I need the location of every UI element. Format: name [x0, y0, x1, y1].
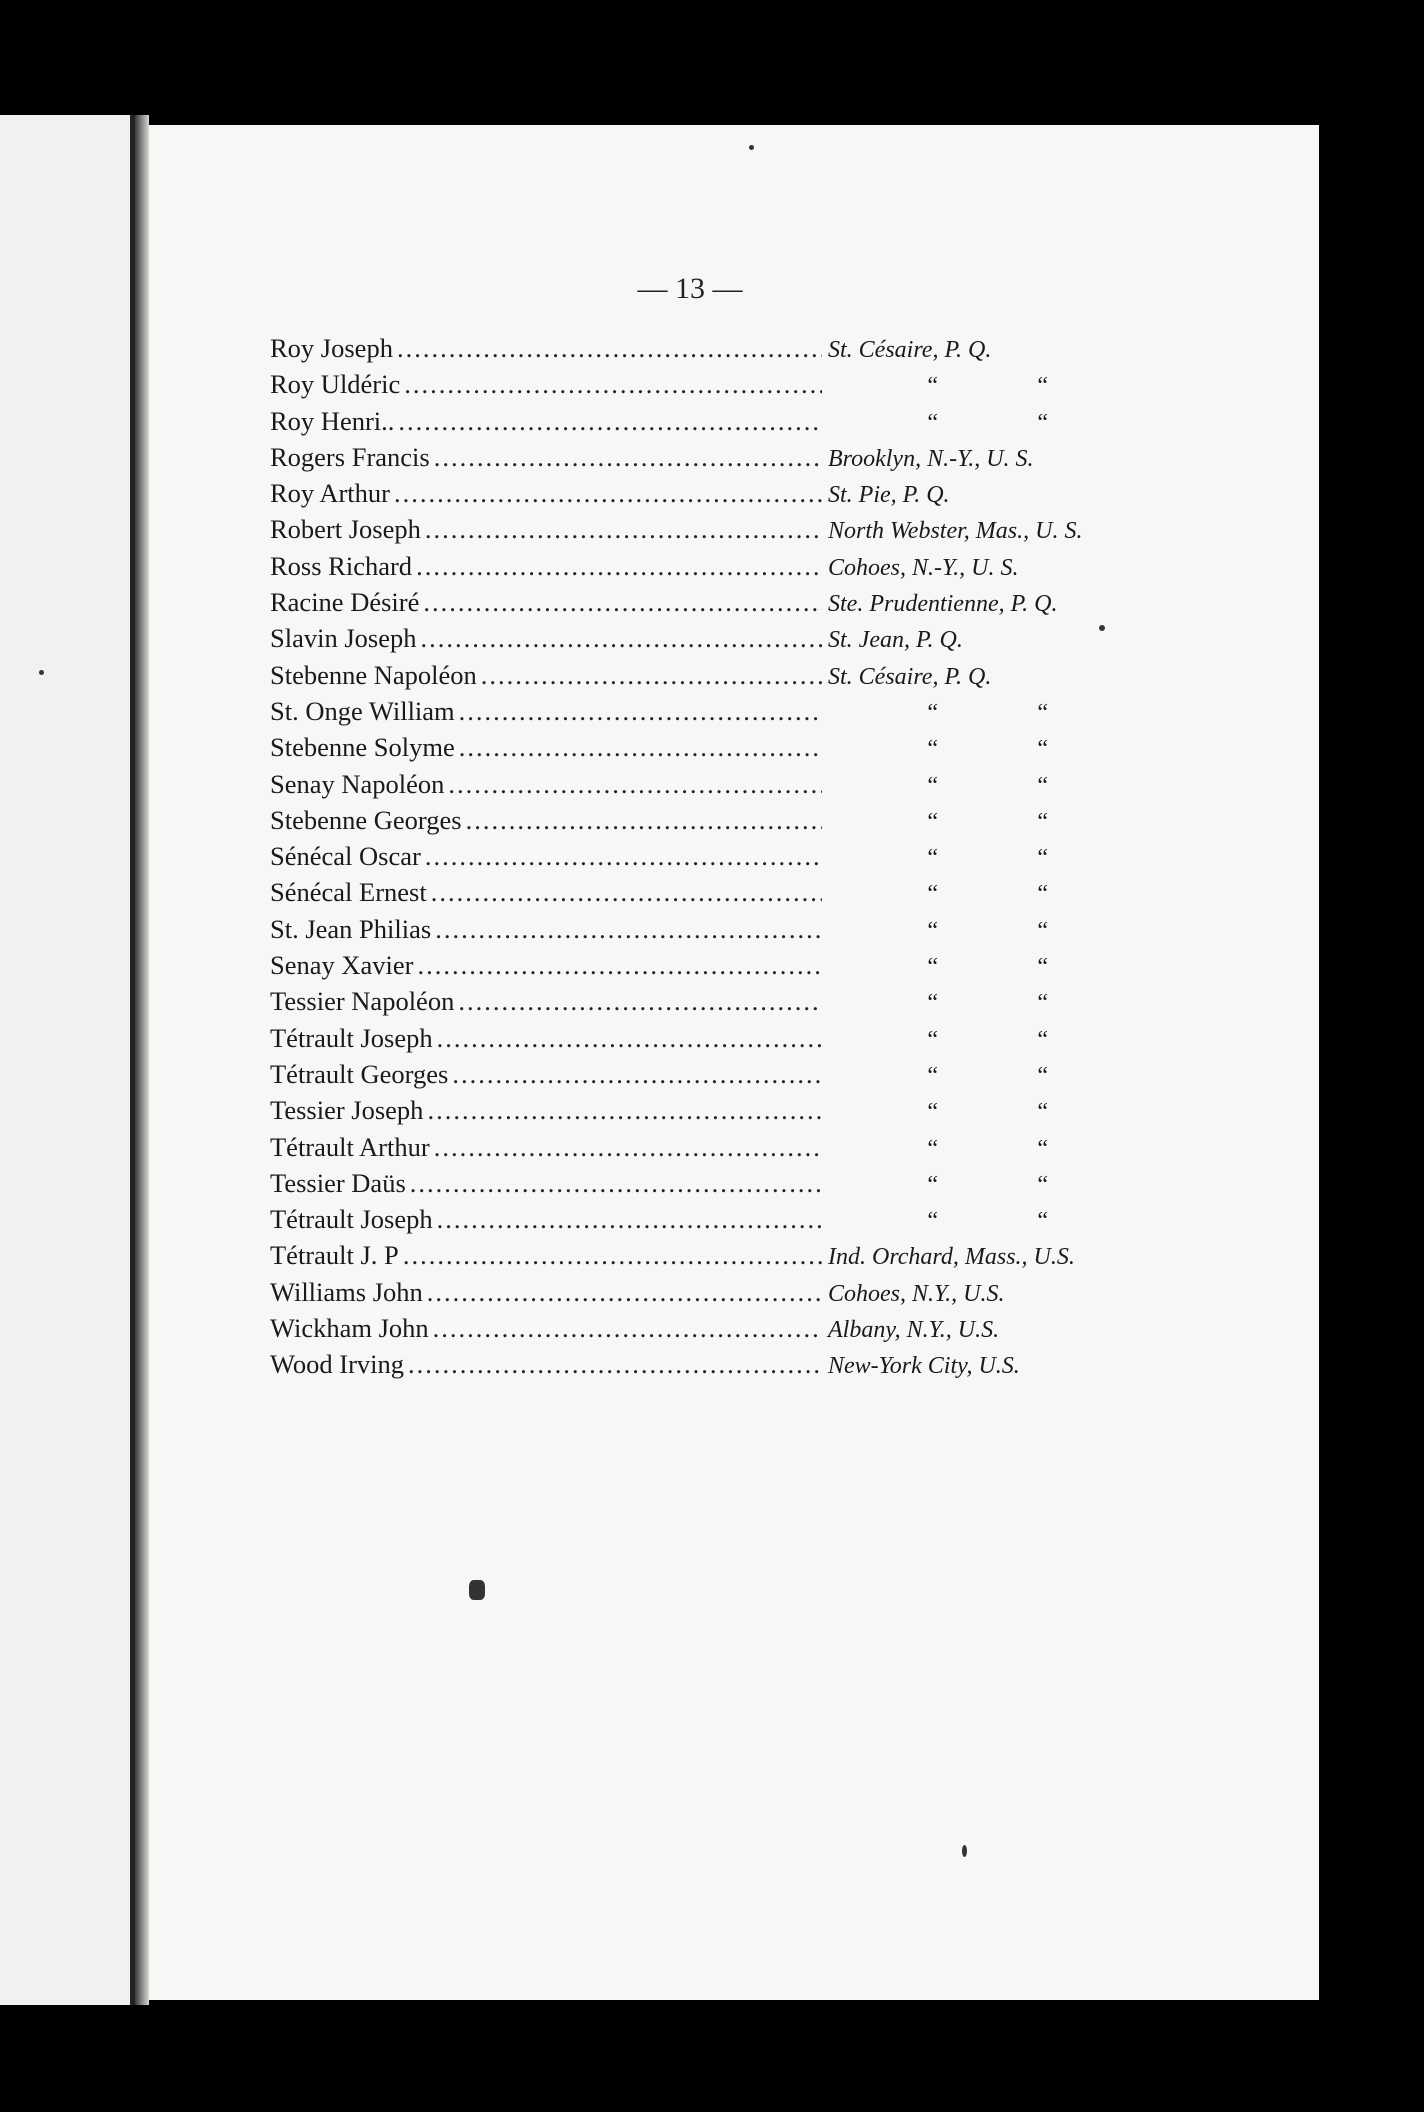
- dot-leader: [459, 732, 822, 763]
- entry-name: Senay Napoléon: [270, 768, 445, 799]
- entry-place: Cohoes, N.-Y., U. S.: [828, 554, 1019, 581]
- dot-leader: [394, 478, 822, 509]
- dot-leader: [437, 1204, 822, 1235]
- entry-name: Robert Joseph: [270, 514, 421, 545]
- entry-place: “ “: [927, 1026, 1048, 1053]
- book-spine: [135, 115, 149, 2005]
- entry-name: Sénécal Oscar: [270, 841, 421, 872]
- dot-leader: [418, 950, 823, 981]
- dot-leader: [431, 877, 822, 908]
- dot-leader: [425, 841, 822, 872]
- dot-leader: [427, 1095, 822, 1126]
- dot-leader: [459, 696, 822, 727]
- print-speck: [749, 145, 754, 150]
- list-item: [270, 442, 1150, 478]
- dot-leader: [437, 1023, 822, 1054]
- list-item: [270, 1132, 1150, 1168]
- list-item: [270, 950, 1150, 986]
- list-item: [270, 478, 1150, 514]
- list-item: [270, 1204, 1150, 1240]
- entry-name: Wickham John: [270, 1313, 429, 1344]
- list-item: [270, 732, 1150, 768]
- entry-name: Tétrault Arthur: [270, 1131, 430, 1162]
- entry-name: Tessier Napoléon: [270, 986, 455, 1017]
- entry-name: Roy Uldéric: [270, 369, 401, 400]
- list-item: [270, 769, 1150, 805]
- entry-place: “ “: [927, 808, 1048, 835]
- entry-name: Roy Henri..: [270, 405, 395, 436]
- list-item: [270, 1240, 1150, 1276]
- list-item: [270, 877, 1150, 913]
- entry-place: “ “: [927, 409, 1048, 436]
- dot-leader: [427, 1277, 822, 1308]
- entry-place: Ind. Orchard, Mass., U.S.: [828, 1244, 1075, 1271]
- entry-name: Senay Xavier: [270, 950, 414, 981]
- dot-leader: [404, 369, 822, 400]
- list-item: [270, 1095, 1150, 1131]
- entry-name: Ross Richard: [270, 550, 413, 581]
- dot-leader: [423, 587, 822, 618]
- entry-name: Stebenne Georges: [270, 804, 462, 835]
- entry-place: St. Jean, P. Q.: [828, 627, 963, 654]
- entry-name: St. Onge William: [270, 695, 455, 726]
- name-list: [270, 333, 1150, 1386]
- dot-leader: [452, 1059, 822, 1090]
- entry-name: Stebenne Solyme: [270, 732, 455, 763]
- list-item: [270, 1023, 1150, 1059]
- dot-leader: [466, 805, 822, 836]
- entry-place: “ “: [927, 736, 1048, 763]
- entry-place: “ “: [927, 1099, 1048, 1126]
- dot-leader: [397, 333, 822, 364]
- entry-place: “ “: [927, 1171, 1048, 1198]
- list-item: [270, 1277, 1150, 1313]
- list-item: [270, 1313, 1150, 1349]
- entry-place: Albany, N.Y., U.S.: [828, 1317, 1000, 1344]
- entry-place: “ “: [927, 1062, 1048, 1089]
- entry-place: North Webster, Mas., U. S.: [828, 518, 1083, 545]
- entry-name: St. Jean Philias: [270, 913, 432, 944]
- entry-place: Brooklyn, N.-Y., U. S.: [828, 445, 1034, 472]
- dot-leader: [403, 1240, 822, 1271]
- entry-place: “ “: [927, 881, 1048, 908]
- entry-name: Tétrault J. P: [270, 1240, 399, 1271]
- dot-leader: [425, 514, 822, 545]
- entry-place: St. Césaire, P. Q.: [828, 337, 992, 363]
- list-item: [270, 1349, 1150, 1385]
- entry-place: St. Pie, P. Q.: [828, 482, 950, 509]
- list-item: [270, 406, 1150, 442]
- dot-leader: [435, 914, 822, 945]
- list-item: [270, 805, 1150, 841]
- list-item: [270, 660, 1150, 696]
- entry-name: Racine Désiré: [270, 587, 420, 618]
- dot-leader: [458, 986, 822, 1017]
- entry-name: Slavin Joseph: [270, 623, 417, 654]
- list-item: [270, 587, 1150, 623]
- entry-name: Tétrault Joseph: [270, 1022, 433, 1053]
- dot-leader: [481, 660, 822, 691]
- entry-place: “ “: [927, 845, 1048, 872]
- list-item: [270, 623, 1150, 659]
- print-speck: [39, 670, 44, 675]
- entry-name: Stebenne Napoléon: [270, 659, 477, 690]
- list-item: [270, 514, 1150, 550]
- entry-place: “ “: [927, 990, 1048, 1017]
- dot-leader: [448, 769, 822, 800]
- entry-name: Tétrault Joseph: [270, 1204, 433, 1235]
- entry-place: “ “: [927, 373, 1048, 400]
- entry-place: “ “: [927, 1208, 1048, 1235]
- list-item: [270, 986, 1150, 1022]
- entry-place: “ “: [927, 699, 1048, 726]
- list-item: [270, 333, 1150, 369]
- entry-name: Tessier Joseph: [270, 1095, 424, 1126]
- list-item: [270, 1059, 1150, 1095]
- ink-blot: [469, 1580, 485, 1600]
- dot-leader: [434, 442, 822, 473]
- dot-leader: [416, 551, 822, 582]
- left-page-edge: [0, 115, 135, 2005]
- list-item: [270, 551, 1150, 587]
- list-item: [270, 696, 1150, 732]
- list-item: [270, 914, 1150, 950]
- dot-leader: [421, 623, 823, 654]
- entry-place: “ “: [927, 1135, 1048, 1162]
- entry-place: New-York City, U.S.: [828, 1353, 1020, 1380]
- entry-name: Rogers Francis: [270, 441, 430, 472]
- entry-name: Sénécal Ernest: [270, 877, 427, 908]
- entry-name: Wood Irving: [270, 1349, 405, 1380]
- print-speck: [962, 1845, 967, 1857]
- dot-leader: [433, 1313, 822, 1344]
- dot-leader: [408, 1349, 822, 1380]
- dot-leader: [410, 1168, 822, 1199]
- entry-place: “ “: [927, 954, 1048, 981]
- entry-name: Tétrault Georges: [270, 1058, 449, 1089]
- entry-place: “ “: [927, 772, 1048, 799]
- list-item: [270, 1168, 1150, 1204]
- page-number: — 13 —: [637, 272, 743, 305]
- entry-name: Williams John: [270, 1276, 423, 1307]
- list-item: [270, 841, 1150, 877]
- entry-name: Tessier Daüs: [270, 1167, 406, 1198]
- entry-place: Cohoes, N.Y., U.S.: [828, 1280, 1005, 1307]
- dot-leader: [434, 1132, 822, 1163]
- entry-place: Ste. Prudentienne, P. Q.: [828, 591, 1058, 618]
- dot-leader: [398, 406, 822, 437]
- entry-name: Roy Arthur: [270, 478, 390, 509]
- entry-place: St. Césaire, P. Q.: [828, 663, 992, 690]
- list-item: [270, 369, 1150, 405]
- entry-place: “ “: [927, 917, 1048, 944]
- entry-name: Roy Joseph: [270, 333, 393, 363]
